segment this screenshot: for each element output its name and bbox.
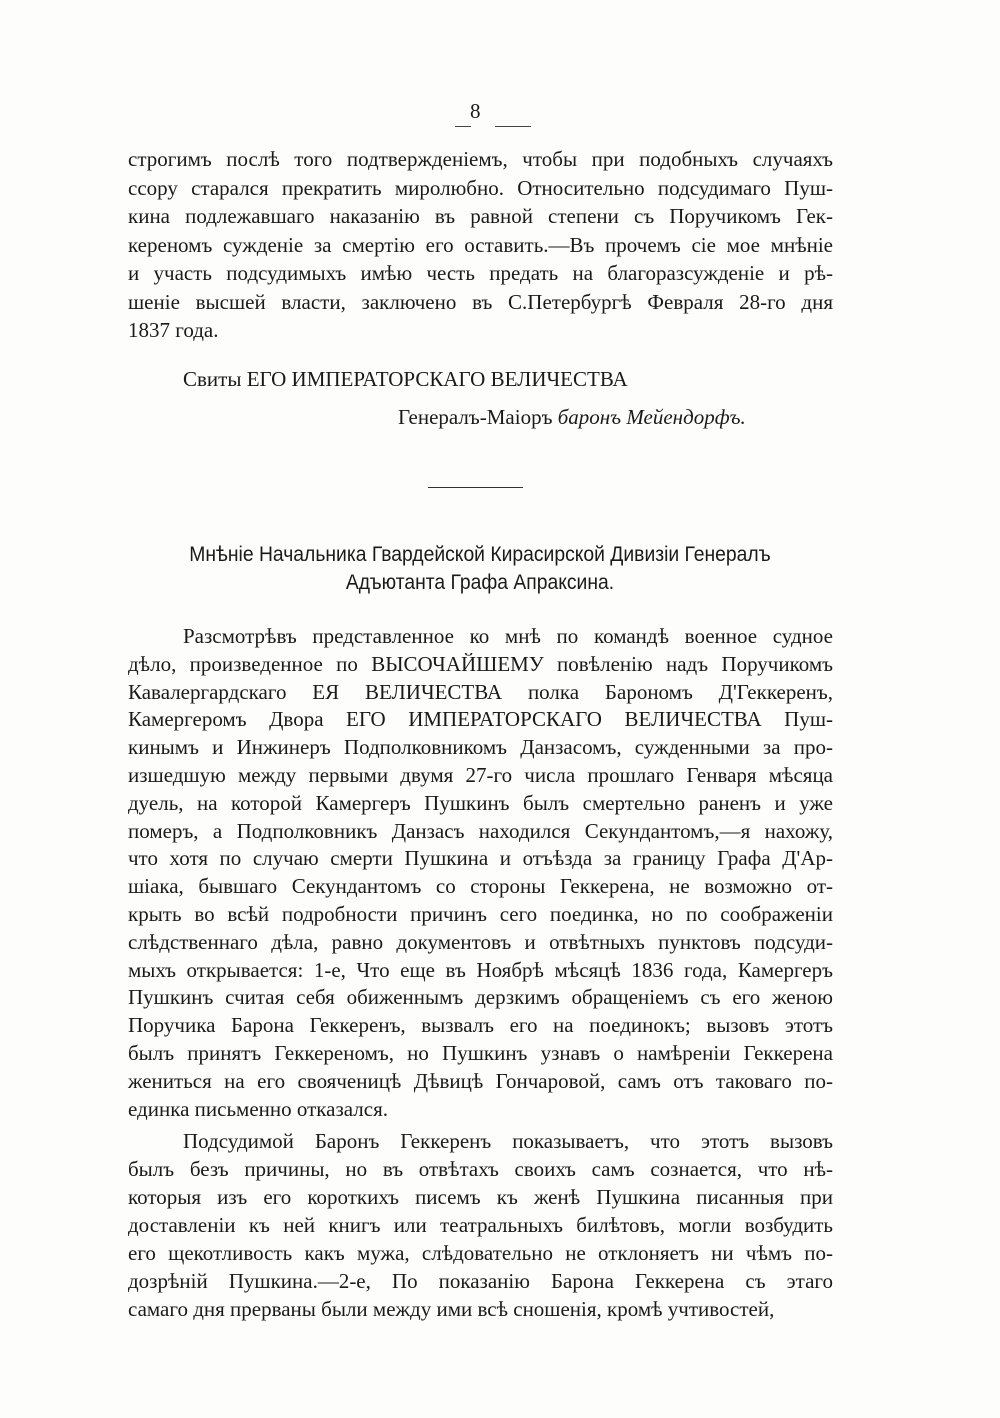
text-line: былъ принятъ Геккереномъ, но Пушкинъ узнавъ о намѣреніи Геккерена	[128, 1041, 833, 1065]
text-line: строгимъ послѣ того подтвержденіемъ, чтобы при подобныхъ случаяхъ	[128, 147, 833, 171]
text-line: жениться на его свояченицѣ Дѣвицѣ Гончаровой, самъ отъ таковаго по-	[128, 1069, 833, 1093]
text-line: былъ безъ причины, но въ отвѣтахъ своихъ самъ сознается, что нѣ-	[128, 1157, 833, 1181]
text-line: Кавалергардскаго ЕЯ ВЕЛИЧЕСТВА полка Барономъ Д'Геккеренъ,	[128, 680, 833, 704]
text-line: дуель, на которой Камергеръ Пушкинъ былъ смертельно раненъ и уже	[128, 791, 833, 815]
text-line: мыхъ открывается: 1-е, Что еще въ Ноябрѣ мѣсяцѣ 1836 года, Камергеръ	[128, 958, 833, 982]
text-line: и участь подсудимыхъ имѣю честь предать на благоразсужденіе и рѣ-	[128, 261, 833, 285]
text-line: шеніе высшей власти, заключено въ С.Петербургѣ Февраля 28-го дня	[128, 290, 833, 314]
text-line: Пушкинъ считая себя обиженнымъ дерзкимъ обращеніемъ съ его женою	[128, 985, 833, 1009]
text-line: единка письменно отказался.	[128, 1097, 388, 1121]
text-line: изшедшую между первыми двумя 27-го числа прошлаго Генваря мѣсяца	[128, 763, 833, 787]
signature-name-line	[398, 405, 746, 429]
section-divider	[428, 487, 523, 488]
signature-rank: Генералъ-Маіоръ	[398, 405, 553, 429]
page-number-dash-left	[455, 126, 471, 127]
text-line: доставленіи къ ней книгъ или театральныхъ билѣтовъ, могли возбудить	[128, 1213, 833, 1237]
text-line: которыя изъ его короткихъ писемъ къ женѣ Пушкина писанныя при	[128, 1185, 833, 1209]
text-line: Камергеромъ Двора ЕГО ИМПЕРАТОРСКАГО ВЕЛИЧЕСТВА Пуш-	[128, 707, 833, 731]
text-line: Разсмотрѣвъ представленное ко мнѣ по командѣ военное судное	[183, 624, 833, 648]
text-line: Подсудимой Баронъ Геккеренъ показываетъ, что этотъ вызовъ	[183, 1129, 833, 1153]
text-line: померъ, а Подполковникъ Данзасъ находился Секундантомъ,—я нахожу,	[128, 819, 833, 843]
text-line: шіака, бывшаго Секундантомъ со стороны Геккерена, не возможно от-	[128, 874, 833, 898]
text-line: его щекотливость какъ мужа, слѣдовательно не отклоняетъ ни чѣмъ по-	[128, 1241, 833, 1265]
text-line: что хотя по случаю смерти Пушкина и отъѣзда за границу Графа Д'Ар-	[128, 846, 833, 870]
text-line: дѣло, произведенное по ВЫСОЧАЙШЕМУ повѣленію надъ Поручикомъ	[128, 652, 833, 676]
text-line: слѣдственнаго дѣла, равно документовъ и отвѣтныхъ пунктовъ подсуди-	[128, 930, 833, 954]
signature-title: Свиты ЕГО ИМПЕРАТОРСКАГО ВЕЛИЧЕСТВА	[183, 367, 628, 391]
text-line: кереномъ сужденіе за смертію его оставить.—Въ прочемъ сіе мое мнѣніе	[128, 233, 833, 257]
text-line: дозрѣній Пушкина.—2-е, По показанію Барона Геккерена съ этаго	[128, 1269, 833, 1293]
text-line: кинымъ и Инжинеръ Подполковникомъ Данзасомъ, сужденными за про-	[128, 735, 833, 759]
section-heading-line-2: Адъютанта Графа Апраксина.	[345, 571, 615, 594]
text-line: самаго дня прерваны были между ими всѣ сношенія, кромѣ учтивостей,	[128, 1297, 775, 1321]
page-number-dash-right	[495, 126, 531, 127]
text-line: 1837 года.	[128, 318, 219, 342]
text-line: Поручика Барона Геккеренъ, вызвалъ его на поединокъ; вызовъ этотъ	[128, 1013, 833, 1037]
text-line: кина подлежавшаго наказанію въ равной степени съ Поручикомъ Гек-	[128, 204, 833, 228]
section-heading-line-1: Мнѣніе Начальника Гвардейской Кирасирской Дивизіи Генералъ	[189, 543, 771, 566]
text-line: ссору старался прекратить миролюбно. Относительно подсудимаго Пуш-	[128, 176, 833, 200]
page-number: 8	[470, 99, 481, 123]
signature-name: баронъ Мейендорфъ.	[557, 405, 746, 429]
text-line: крыть во всѣй подробности причинъ сего поединка, но по соображеніи	[128, 902, 833, 926]
